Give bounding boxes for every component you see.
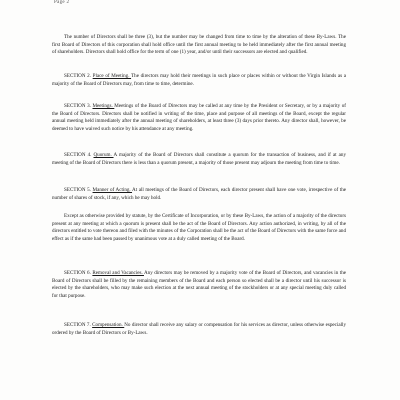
section-subject: Compensation. [92,322,125,328]
paragraph-text: Meetings of the Board of Directors may be called at any time by the President or Secretary, or by a majority of the Board of Directors. Directors shall be notified in writing of the time, place and purpose of all meetings of the Board, except the regular annual meeting held immediately after the annual meeting of shareholders, at least three (3) days prior thereto. Any director shall, however, be deemed to have waived such notice by his attendance at any meeting. [52,103,347,132]
paragraph-section-4 [52,152,346,167]
section-heading: SECTION 2. [64,73,93,79]
paragraph-text: The directors may hold their meetings in such place or places within or without the Virgin Islands as a majority of the Board of Directors may, from time to time, determine. [52,73,346,87]
paragraph-section-7 [52,322,346,337]
section-subject: Meetings. [92,103,115,109]
section-subject: Place of Meeting. [92,73,132,79]
paragraph-text: The number of Directors shall be three (3), but the number may be changed from time to time by the alteration of these By-Laws. The first Board of Directors of this corporation shall hold office until the first annual meeting to be held immediately after the first annual meeting of shareholders. Directors shall hold office for the term of one (1) year, and/or until their successors are elected and qualified. [52,34,346,56]
page-number: Page 2 [54,0,70,5]
section-subject: Quorum. [93,152,114,158]
paragraph-section-2 [52,73,346,88]
section-heading: SECTION 6. [64,270,93,276]
paragraph-text: At all meetings of the Board of Directors, each director present shall have one vote, irrespective of the number of shares of stock, if any, which he may hold. [52,187,347,201]
section-heading: SECTION 3. [64,103,93,109]
paragraph-section-3 [52,103,346,133]
section-heading: SECTION 7. [64,322,93,328]
section-subject: Manner of Acting. [92,187,133,193]
paragraph-text: A majority of the Board of Directors shall constitute a quorum for the transaction of business, and if at any meeting of the Board of Directors there is less than a quorum present, a majority of those present may adjourn the meeting from time to time. [52,152,347,166]
paragraph-text: Any directors may be removed by a majority vote of the Board of Directors, and vacancies in the Board of Directors shall be filled by the remaining members of the Board and each person so elected shall be a director until his successor is elected by the shareholders, who may make such election at the next annual meeting of the stockholders or at any special meeting duly called for that purpose. [52,270,347,299]
paragraph-section-5-continued [52,213,346,243]
section-subject: Removal and Vacancies. [92,270,144,276]
section-heading: SECTION 5. [64,187,93,193]
paragraph-section-6 [52,270,346,300]
paragraph-section-5 [52,187,346,202]
paragraph-text: Except as otherwise provided by statute, by the Certificate of Incorporation, or by these By-Laws, the action of a majority of the directors present at any meeting at which a quorum is present shall be the act of the Board of Directors. Any action authorized, in writing, by all of the directors entitled to vote thereon and filed with the minutes of the Corporation shall be the act of the Board of Directors with the same force and effect as if the same had been passed by unanimous vote at a duly called meeting of the Board. [52,213,346,242]
section-heading: SECTION 4. [64,152,94,158]
paragraph-directors-number [52,34,346,57]
paragraph-text: No director shall receive any salary or compensation for his services as director, unless otherwise especially ordered by the Board of Directors or By-Laws. [52,322,346,336]
